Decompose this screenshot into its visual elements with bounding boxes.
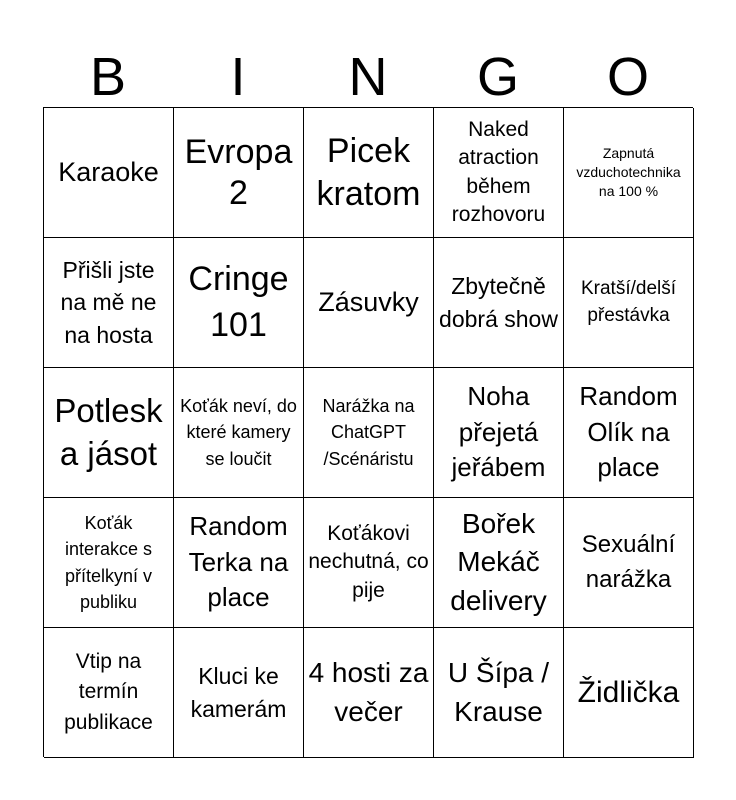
bingo-cell[interactable] bbox=[174, 238, 304, 368]
bingo-cell[interactable] bbox=[434, 238, 564, 368]
bingo-cell-text: Noha přejetá jeřábem bbox=[451, 380, 546, 483]
bingo-cell[interactable] bbox=[304, 498, 434, 628]
bingo-cell-text: Narážka na ChatGPT /Scénáristu bbox=[322, 396, 415, 469]
bingo-cell-text: Bořek Mekáč delivery bbox=[450, 507, 547, 616]
bingo-cell-text: Zapnutá vzduchotechnika na 100 % bbox=[576, 145, 681, 199]
bingo-cell-text: U Šípa / Krause bbox=[447, 656, 550, 727]
bingo-cell-text: Sexuální narážka bbox=[581, 530, 676, 593]
bingo-cell[interactable] bbox=[304, 628, 434, 758]
title-letter-n: N bbox=[348, 47, 388, 107]
bingo-cell-text: Koťák neví, do které kamery se loučit bbox=[180, 396, 297, 469]
bingo-cell[interactable] bbox=[304, 238, 434, 368]
bingo-cell[interactable] bbox=[174, 368, 304, 498]
title-letter-b: B bbox=[89, 47, 127, 107]
bingo-cell-text: Koťák interakce s přítelkyní v publiku bbox=[64, 513, 153, 612]
bingo-cell-text: Naked atraction během rozhovoru bbox=[451, 117, 546, 226]
title-letter-g: G bbox=[476, 47, 519, 107]
bingo-cell[interactable] bbox=[44, 108, 174, 238]
bingo-cell[interactable] bbox=[434, 498, 564, 628]
bingo-cell[interactable] bbox=[304, 368, 434, 498]
bingo-cell-text: Potlesk a jásot bbox=[54, 391, 163, 472]
bingo-cell-text: Cringe 101 bbox=[188, 259, 289, 344]
bingo-cell-text: Přišli jste na mě ne na hosta bbox=[60, 257, 157, 348]
bingo-cell[interactable] bbox=[44, 238, 174, 368]
bingo-title bbox=[43, 48, 693, 106]
bingo-cell-text: Židlička bbox=[577, 675, 680, 709]
bingo-cell-text: Random Terka na place bbox=[188, 510, 289, 613]
bingo-cell[interactable] bbox=[174, 628, 304, 758]
bingo-cell[interactable] bbox=[564, 368, 694, 498]
bingo-cell-text: Zbytečně dobrá show bbox=[439, 273, 558, 332]
bingo-cell-text: Evropa 2 bbox=[184, 132, 293, 212]
bingo-cell-text: 4 hosti za večer bbox=[308, 656, 429, 727]
bingo-cell[interactable] bbox=[174, 108, 304, 238]
bingo-cell-text: Koťákovi nechutná, co pije bbox=[308, 521, 429, 602]
bingo-cell-text: Karaoke bbox=[58, 157, 159, 188]
bingo-cell[interactable] bbox=[564, 108, 694, 238]
bingo-cell[interactable] bbox=[434, 368, 564, 498]
bingo-cell-text: Vtip na termín publikace bbox=[64, 649, 153, 734]
bingo-cell-text: Picek kratom bbox=[316, 132, 421, 213]
bingo-cell[interactable] bbox=[564, 628, 694, 758]
bingo-grid bbox=[43, 107, 693, 757]
title-letter-i: I bbox=[230, 47, 246, 107]
bingo-cell[interactable] bbox=[304, 108, 434, 238]
bingo-cell[interactable] bbox=[434, 628, 564, 758]
bingo-cell[interactable] bbox=[564, 238, 694, 368]
bingo-cell[interactable] bbox=[564, 498, 694, 628]
bingo-cell-text: Kluci ke kamerám bbox=[190, 663, 287, 722]
bingo-cell-text: Kratší/delší přestávka bbox=[580, 277, 677, 326]
bingo-cell[interactable] bbox=[44, 628, 174, 758]
bingo-cell[interactable] bbox=[44, 498, 174, 628]
bingo-cell-text: Zásuvky bbox=[318, 287, 419, 318]
title-letter-o: O bbox=[606, 47, 649, 107]
bingo-cell-text: Random Olík na place bbox=[579, 380, 678, 483]
bingo-cell[interactable] bbox=[44, 368, 174, 498]
bingo-cell[interactable] bbox=[174, 498, 304, 628]
bingo-cell[interactable] bbox=[434, 108, 564, 238]
